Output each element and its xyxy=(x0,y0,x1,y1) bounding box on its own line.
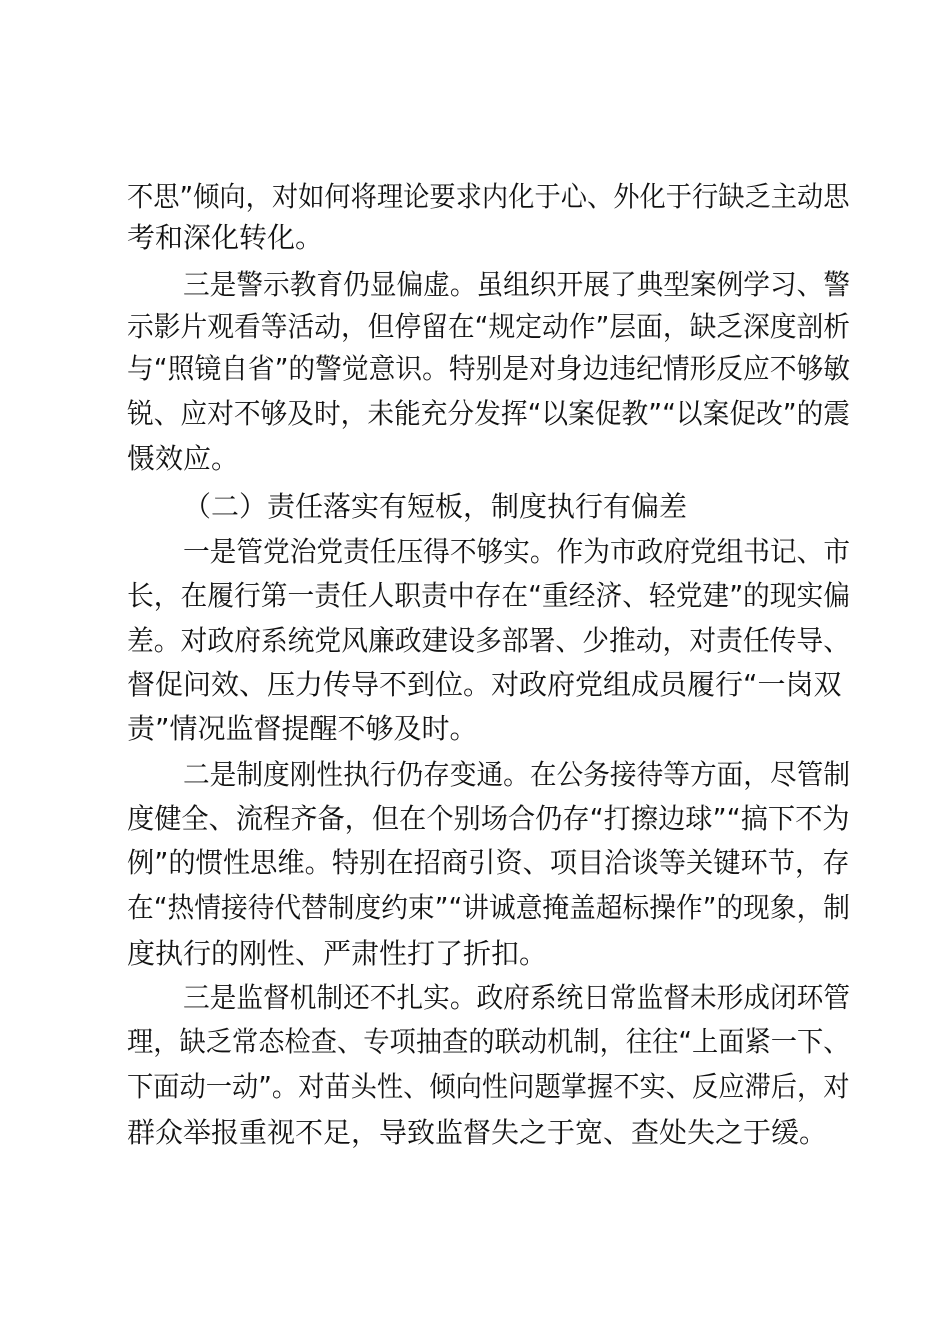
text-line: 督促问效、压力传导不到位。对政府党组成员履行“一岗双 xyxy=(127,668,842,701)
text-line: 示影片观看等活动，但停留在“规定动作”层面，缺乏深度剖析 xyxy=(127,310,851,343)
text-line: 长，在履行第一责任人职责中存在“重经济、轻党建”的现实偏 xyxy=(127,579,851,612)
paragraph-start-line: 三是警示教育仍显偏虚。虽组织开展了典型案例学习、警 xyxy=(183,268,851,301)
paragraph-start-line: 一是管党治党责任压得不够实。作为市政府党组书记、市 xyxy=(183,535,851,568)
text-line: 锐、应对不够及时，未能充分发挥“以案促教”“以案促改”的震 xyxy=(127,397,851,430)
text-line: 例”的惯性思维。特别在招商引资、项目洽谈等关键环节，存 xyxy=(127,846,850,879)
text-line: 理，缺乏常态检查、专项抽查的联动机制，往往“上面紧一下、 xyxy=(127,1025,850,1058)
text-line: 与“照镜自省”的警觉意识。特别是对身边违纪情形反应不够敏 xyxy=(127,352,851,385)
text-line: 差。对政府系统党风廉政建设多部署、少推动，对责任传导、 xyxy=(127,624,850,657)
text-line: 不思”倾向，对如何将理论要求内化于心、外化于行缺乏主动思 xyxy=(127,180,850,213)
text-line: 考和深化转化。 xyxy=(127,221,324,254)
text-line: 在“热情接待代替制度约束”“讲诚意掩盖超标操作”的现象，制 xyxy=(127,891,851,924)
paragraph-start-line: 三是监督机制还不扎实。政府系统日常监督未形成闭环管 xyxy=(183,981,851,1014)
text-line: 度健全、流程齐备，但在个别场合仍存“打擦边球”“搞下不为 xyxy=(127,802,850,835)
section-heading: （二）责任落实有短板，制度执行有偏差 xyxy=(183,490,688,523)
text-line: 下面动一动”。对苗头性、倾向性问题掌握不实、反应滞后，对 xyxy=(127,1070,850,1103)
text-line: 慑效应。 xyxy=(127,442,240,475)
paragraph-start-line: 二是制度刚性执行仍存变通。在公务接待等方面，尽管制 xyxy=(183,758,851,791)
text-line: 度执行的刚性、严肃性打了折扣。 xyxy=(127,937,548,970)
text-line: 群众举报重视不足，导致监督失之于宽、查处失之于缓。 xyxy=(127,1116,828,1149)
text-line: 责”情况监督提醒不够及时。 xyxy=(127,712,478,745)
